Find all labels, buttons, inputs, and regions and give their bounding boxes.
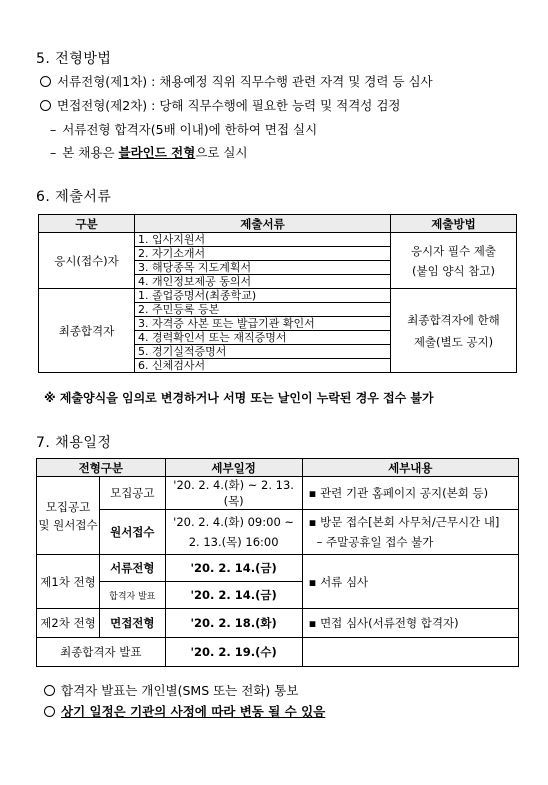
doc-item: 3. 자격증 사본 또는 발급기관 확인서 (135, 317, 391, 331)
doc-item: 5. 경기실적증명서 (135, 345, 391, 359)
section-7-title: 7. 채용일정 (36, 435, 112, 451)
documents-table (38, 214, 517, 373)
circle-bullet-icon (40, 100, 51, 111)
table-header-row (39, 215, 517, 233)
header-stage: 전형구분 (37, 459, 166, 477)
date-notice: '20. 2. 4.(화) ~ 2. 13.(목) (165, 477, 302, 510)
section-6-title: 6. 제출서류 (36, 189, 112, 205)
doc-item: 4. 개인정보제공 동의서 (135, 275, 391, 289)
group-second: 제2차 전형 (37, 609, 100, 638)
sec5-item-1: 서류전형(제1차) : 채용예정 직위 직무수행 관련 자격 및 경력 등 심사 (40, 72, 433, 90)
group-final: 최종합격자 (39, 289, 135, 373)
group-recruit: 모집공고 및 원서접수 (37, 477, 100, 555)
circle-bullet-icon (40, 76, 51, 87)
doc-item: 3. 해당종목 지도계획서 (135, 261, 391, 275)
table-header-row (37, 459, 519, 477)
sub-apply: 원서접수 (100, 510, 166, 555)
section-5-title: 5. 전형방법 (36, 51, 112, 67)
header-schedule: 세부일정 (165, 459, 302, 477)
doc-item: 4. 경력확인서 또는 재직증명서 (135, 331, 391, 345)
table-row (39, 289, 517, 303)
detail-final-announce (302, 638, 518, 667)
group-applicant: 응시(접수)자 (39, 233, 135, 289)
doc-item: 2. 자기소개서 (135, 247, 391, 261)
method-applicant: 응시자 필수 제출 (붙임 양식 참고) (391, 233, 517, 289)
dash-bullet-icon: – (50, 145, 57, 160)
circle-bullet-icon (44, 685, 55, 696)
header-documents: 제출서류 (135, 215, 391, 233)
sub-notice: 모집공고 (100, 477, 166, 510)
table-row (37, 638, 519, 667)
detail-notice: ▪ 관련 기관 홈페이지 공지(본회 등) (302, 477, 518, 510)
date-announce: '20. 2. 14.(금) (165, 582, 302, 609)
detail-interview: ▪ 면접 심사(서류전형 합격자) (302, 609, 518, 638)
method-final: 최종합격자에 한해 제출(별도 공지) (391, 289, 517, 373)
schedule-table (36, 458, 519, 667)
sub-doc-screen: 서류전형 (100, 555, 166, 582)
dash-bullet-icon: – (50, 122, 57, 137)
doc-item: 1. 입사지원서 (135, 233, 391, 247)
detail-doc-screen: ▪ 서류 심사 (302, 555, 518, 609)
footer-note-1: 합격자 발표는 개인별(SMS 또는 전화) 통보 (44, 681, 298, 699)
doc-item: 6. 신체검사서 (135, 359, 391, 373)
group-first: 제1차 전형 (37, 555, 100, 609)
sec5-sub-1: – 서류전형 합격자(5배 이내)에 한하여 면접 실시 (50, 122, 318, 137)
sec5-sub-2: – 본 채용은 블라인드 전형으로 실시 (50, 145, 248, 160)
date-doc-screen: '20. 2. 14.(금) (165, 555, 302, 582)
date-apply: '20. 2. 4.(화) 09:00 ~ 2. 13.(목) 16:00 (165, 510, 302, 555)
table-row (37, 510, 519, 555)
circle-bullet-icon (44, 706, 55, 717)
table-row (39, 233, 517, 247)
sub-interview: 면접전형 (100, 609, 166, 638)
submission-note: ※ 제출양식을 임의로 변경하거나 서명 또는 날인이 누락된 경우 접수 불가 (44, 391, 434, 405)
doc-item: 2. 주민등록 등본 (135, 303, 391, 317)
doc-item: 1. 졸업증명서(최종학교) (135, 289, 391, 303)
sub-announce: 합격자 발표 (100, 582, 166, 609)
header-category: 구분 (39, 215, 135, 233)
date-final-announce: '20. 2. 19.(수) (165, 638, 302, 667)
sec5-item-2: 면접전형(제2차) : 당해 직무수행에 필요한 능력 및 적격성 검정 (40, 96, 401, 114)
footer-note-2: 상기 일정은 기관의 사정에 따라 변동 될 수 있음 (44, 702, 325, 720)
detail-apply: ▪ 방문 접수[본회 사무처/근무시간 내] – 주말공휴일 접수 불가 (302, 510, 518, 555)
header-detail: 세부내용 (302, 459, 518, 477)
date-interview: '20. 2. 18.(화) (165, 609, 302, 638)
table-row (37, 477, 519, 510)
header-method: 제출방법 (391, 215, 517, 233)
group-final-announce: 최종합격자 발표 (37, 638, 166, 667)
table-row (37, 609, 519, 638)
table-row (37, 555, 519, 582)
